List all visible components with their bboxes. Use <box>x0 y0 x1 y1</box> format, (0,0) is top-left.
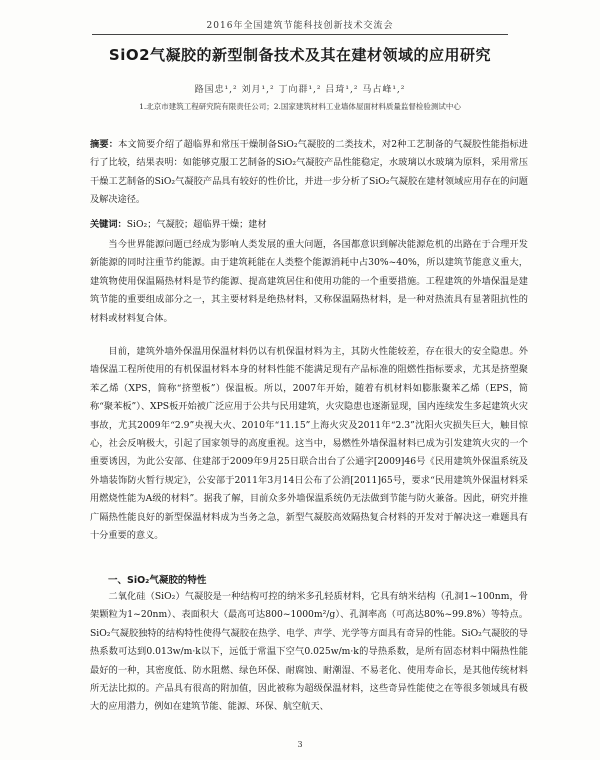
abstract-text: 本文简要介绍了超临界和常压干燥制备SiO₂气凝胶的二类技术，对2种工艺制备的气凝胶性能指标进行了比较，结果表明：如能够克服工艺制备的SiO₂气凝胶产品性能稳定，水玻璃以水玻璃为原料，采用常压干燥工艺制备的SiO₂气凝胶产品具有较好的性价比，并进一步分析了SiO₂气凝胶在建材领域应用存在的问题及解决途径。 <box>90 139 528 206</box>
paragraph-text: 目前，建筑外墙外保温用保温材料仍以有机保温材料为主，其防火性能较差，存在很大的安全隐患。外墙保温工程所使用的有机保温材料本身的材料性能不能满足现有产品标准的阻燃性指标要求，尤其是挤塑聚苯乙烯（XPS，简称“挤塑板”）保温板。所以，2007年开始，随着有机材料如膨胀聚苯乙烯（EPS，简称“聚苯板”）、XPS板开始被广泛应用于公共与民用建筑，火灾隐患也逐渐显现，国内连续发生多起建筑火灾事故，尤其2009年“2.9”央视大火、2010年“11.15”上海火灾及2011年“2.3”沈阳火灾损失巨大，触目惊心，社会反响极大，引起了国家领导的高度重视。这当中，易燃性外墙保温材料已成为引发建筑火灾的一个重要诱因，为此公安部、住建部于2009年9月25日联合出台了公通字[2009]46号《民用建筑外保温系统及外墙装饰防火暂行规定》，公安部于2011年3月14日公布了公消[2011]65号，要求“民用建筑外保温材料采用燃烧性能为A级的材料”。据我了解，目前众多外墙保温系统仍无法做到节能与防火兼备。因此，研究并推广隔热性能良好的新型保温材料成为当务之急，新型气凝胶高效隔热复合材料的开发对于解决这一难题具有十分重要的意义。 <box>90 346 528 542</box>
body-paragraph-1 <box>90 236 528 328</box>
keywords-text: SiO₂；气凝胶；超临界干燥；建材 <box>126 219 267 230</box>
paragraph-text: 当今世界能源问题已经成为影响人类发展的重大问题，各国都意识到解决能源危机的出路在于合理开发新能源的同时注重节约能源。由于建筑耗能在人类整个能源消耗中占30%~40%，所以建筑节能意义重大，建筑物使用保温隔热材料是节约能源、提高建筑居住和使用功能的一个重要措施。工程建筑的外墙保温是建筑节能的重要组成部分之一，其主要材料是绝热材料，又称保温隔热材料，是一种对热流具有显著阻抗性的材料或材料复合体。 <box>90 239 528 324</box>
keywords <box>90 216 528 234</box>
keywords-label: 关键词： <box>90 219 127 230</box>
paper-title: SiO2气凝胶的新型制备技术及其在建材领域的应用研究 <box>108 46 492 64</box>
abstract <box>90 136 528 210</box>
page-number: 3 <box>297 740 303 749</box>
body-paragraph-2 <box>90 343 528 545</box>
abstract-label: 摘要： <box>90 139 119 150</box>
body-paragraph-3 <box>90 588 528 717</box>
running-header: 2016年全国建筑节能科技创新技术交流会 <box>92 18 508 35</box>
author-list: 路国忠¹,² 刘月¹,² 丁向群¹,² 吕琦¹,² 马占峰¹,² <box>194 85 406 95</box>
section-heading: 一、SiO₂气凝胶的特性 <box>108 575 207 586</box>
affiliation: 1.北京市建筑工程研究院有限责任公司；2.国家建筑材料工业墙体屋面材料质量监督检验测试中心 <box>139 102 461 111</box>
paragraph-text: 二氧化硅（SiO₂）气凝胶是一种结构可控的纳米多孔轻质材料，它具有纳米结构（孔洞1~100nm，骨架颗粒为1~20nm）、表面积大（最高可达800~1000m²/g）、孔洞率高（可高达80%~99.8%）等特点。SiO₂气凝胶独特的结构特性使得气凝胶在热学、电学、声学、光学等方面具有奇异的性能。SiO₂气凝胶的导热系数可达到0.013w/m·k以下，远低于常温下空气0.025w/m·k的导热系数，是所有固态材料中隔热性能最好的一种，其密度低、防水阻燃、绿色环保、耐腐蚀、耐潮湿、不易老化、使用寿命长，是其他传统材料所无法比拟的。产品具有很高的附加值，因此被称为超级保温材料，这些奇异性能使之在等很多领域具有极大的应用潜力，例如在建筑节能、能源、环保、航空航天、 <box>90 591 528 713</box>
